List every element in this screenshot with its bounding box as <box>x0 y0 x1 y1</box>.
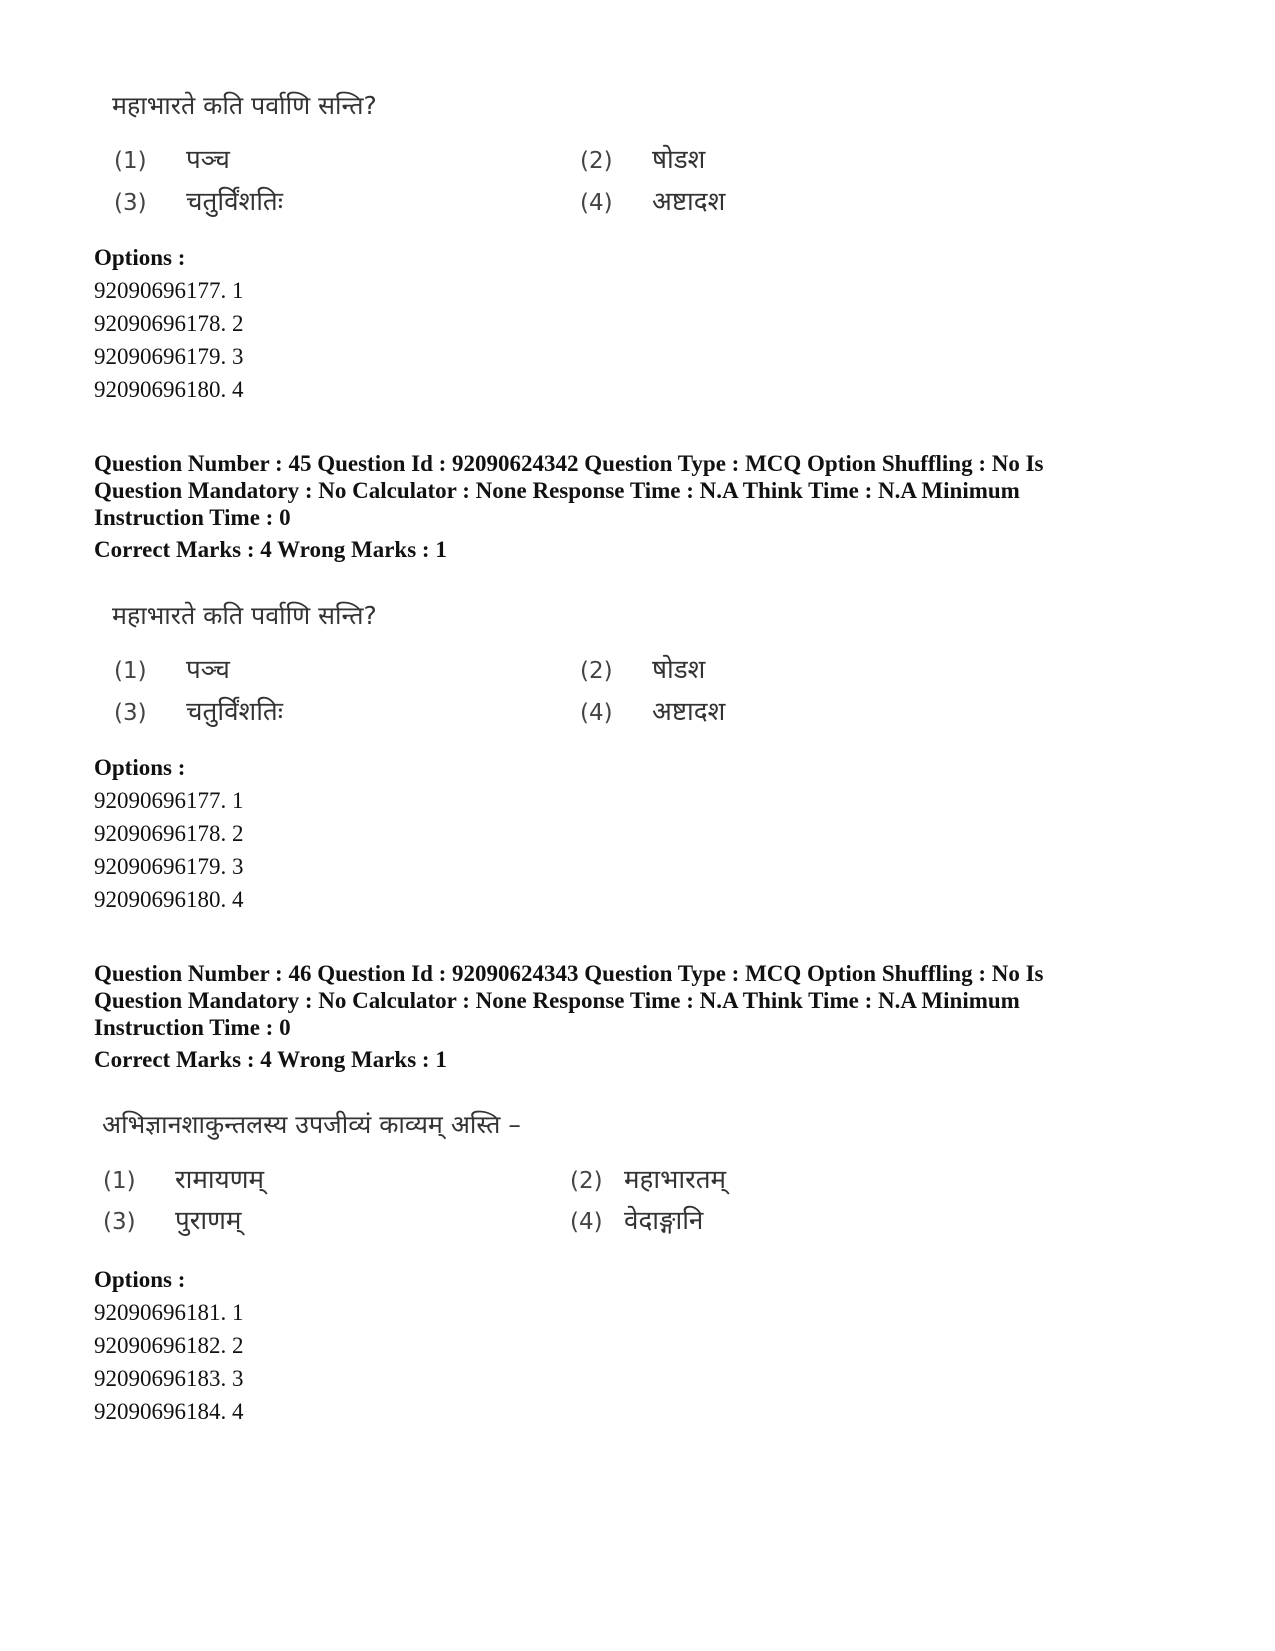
option-text: वेदाङ्गानि <box>624 1206 704 1236</box>
option-text: रामायणम् <box>175 1165 265 1195</box>
option-text: अष्टादश <box>652 697 726 727</box>
option-3 <box>103 1201 241 1237</box>
option-number: (4) <box>580 190 613 216</box>
option-text: अष्टादश <box>652 187 726 217</box>
option-number: (2) <box>570 1168 603 1194</box>
question-text: महाभारते कति पर्वाणि सन्ति? <box>112 91 377 120</box>
option-number: (4) <box>580 700 613 726</box>
meta-line: Instruction Time : 0 <box>94 505 291 530</box>
question-text: महाभारते कति पर्वाणि सन्ति? <box>112 601 377 630</box>
option-id: 92090696177. 1 <box>94 788 244 813</box>
option-number: (1) <box>114 148 147 174</box>
option-id: 92090696184. 4 <box>94 1399 244 1424</box>
option-1 <box>103 1160 264 1196</box>
option-number: (2) <box>580 148 613 174</box>
option-id: 92090696178. 2 <box>94 311 244 336</box>
option-id: 92090696183. 3 <box>94 1366 244 1391</box>
option-id: 92090696182. 2 <box>94 1333 244 1358</box>
meta-line: Instruction Time : 0 <box>94 1015 291 1040</box>
marks-line: Correct Marks : 4 Wrong Marks : 1 <box>94 537 447 562</box>
option-id: 92090696180. 4 <box>94 887 244 912</box>
option-text: पञ्च <box>186 655 230 685</box>
option-4 <box>580 182 725 218</box>
option-id: 92090696180. 4 <box>94 377 244 402</box>
option-id-list <box>94 274 244 406</box>
options-label: Options : <box>94 1267 186 1292</box>
option-id: 92090696177. 1 <box>94 278 244 303</box>
option-text: षोडश <box>652 655 706 685</box>
option-number: (3) <box>103 1209 136 1235</box>
option-1 <box>114 650 230 686</box>
option-id-list <box>94 784 244 916</box>
marks-line: Correct Marks : 4 Wrong Marks : 1 <box>94 1047 447 1072</box>
option-number: (1) <box>103 1168 136 1194</box>
meta-line: Question Mandatory : No Calculator : None Response Time : N.A Think Time : N.A Minimum <box>94 478 1020 503</box>
option-3 <box>114 182 283 218</box>
options-label: Options : <box>94 245 186 270</box>
question-meta <box>94 450 1094 531</box>
meta-line: Question Number : 45 Question Id : 92090624342 Question Type : MCQ Option Shuffling : No Is <box>94 451 1044 476</box>
option-number: (1) <box>114 658 147 684</box>
question-text: अभिज्ञानशाकुन्तलस्य उपजीव्यं काव्यम् अस्ति – <box>102 1110 521 1139</box>
question-meta <box>94 960 1094 1041</box>
option-text: पञ्च <box>186 145 230 175</box>
options-label: Options : <box>94 755 186 780</box>
meta-line: Question Number : 46 Question Id : 92090624343 Question Type : MCQ Option Shuffling : No Is <box>94 961 1044 986</box>
option-id: 92090696181. 1 <box>94 1300 244 1325</box>
option-id: 92090696179. 3 <box>94 854 244 879</box>
option-id: 92090696178. 2 <box>94 821 244 846</box>
option-3 <box>114 692 283 728</box>
option-number: (3) <box>114 700 147 726</box>
option-text: षोडश <box>652 145 706 175</box>
meta-line: Question Mandatory : No Calculator : None Response Time : N.A Think Time : N.A Minimum <box>94 988 1020 1013</box>
option-text: पुराणम् <box>175 1206 242 1236</box>
option-4 <box>570 1201 703 1237</box>
option-number: (4) <box>570 1209 603 1235</box>
option-text: चतुर्विंशतिः <box>186 187 284 217</box>
option-number: (2) <box>580 658 613 684</box>
option-id: 92090696179. 3 <box>94 344 244 369</box>
option-4 <box>580 692 725 728</box>
option-2 <box>580 140 705 176</box>
option-2 <box>570 1160 726 1196</box>
option-number: (3) <box>114 190 147 216</box>
option-2 <box>580 650 705 686</box>
option-id-list <box>94 1296 244 1428</box>
option-text: महाभारतम् <box>624 1165 727 1195</box>
option-text: चतुर्विंशतिः <box>186 697 284 727</box>
option-1 <box>114 140 230 176</box>
